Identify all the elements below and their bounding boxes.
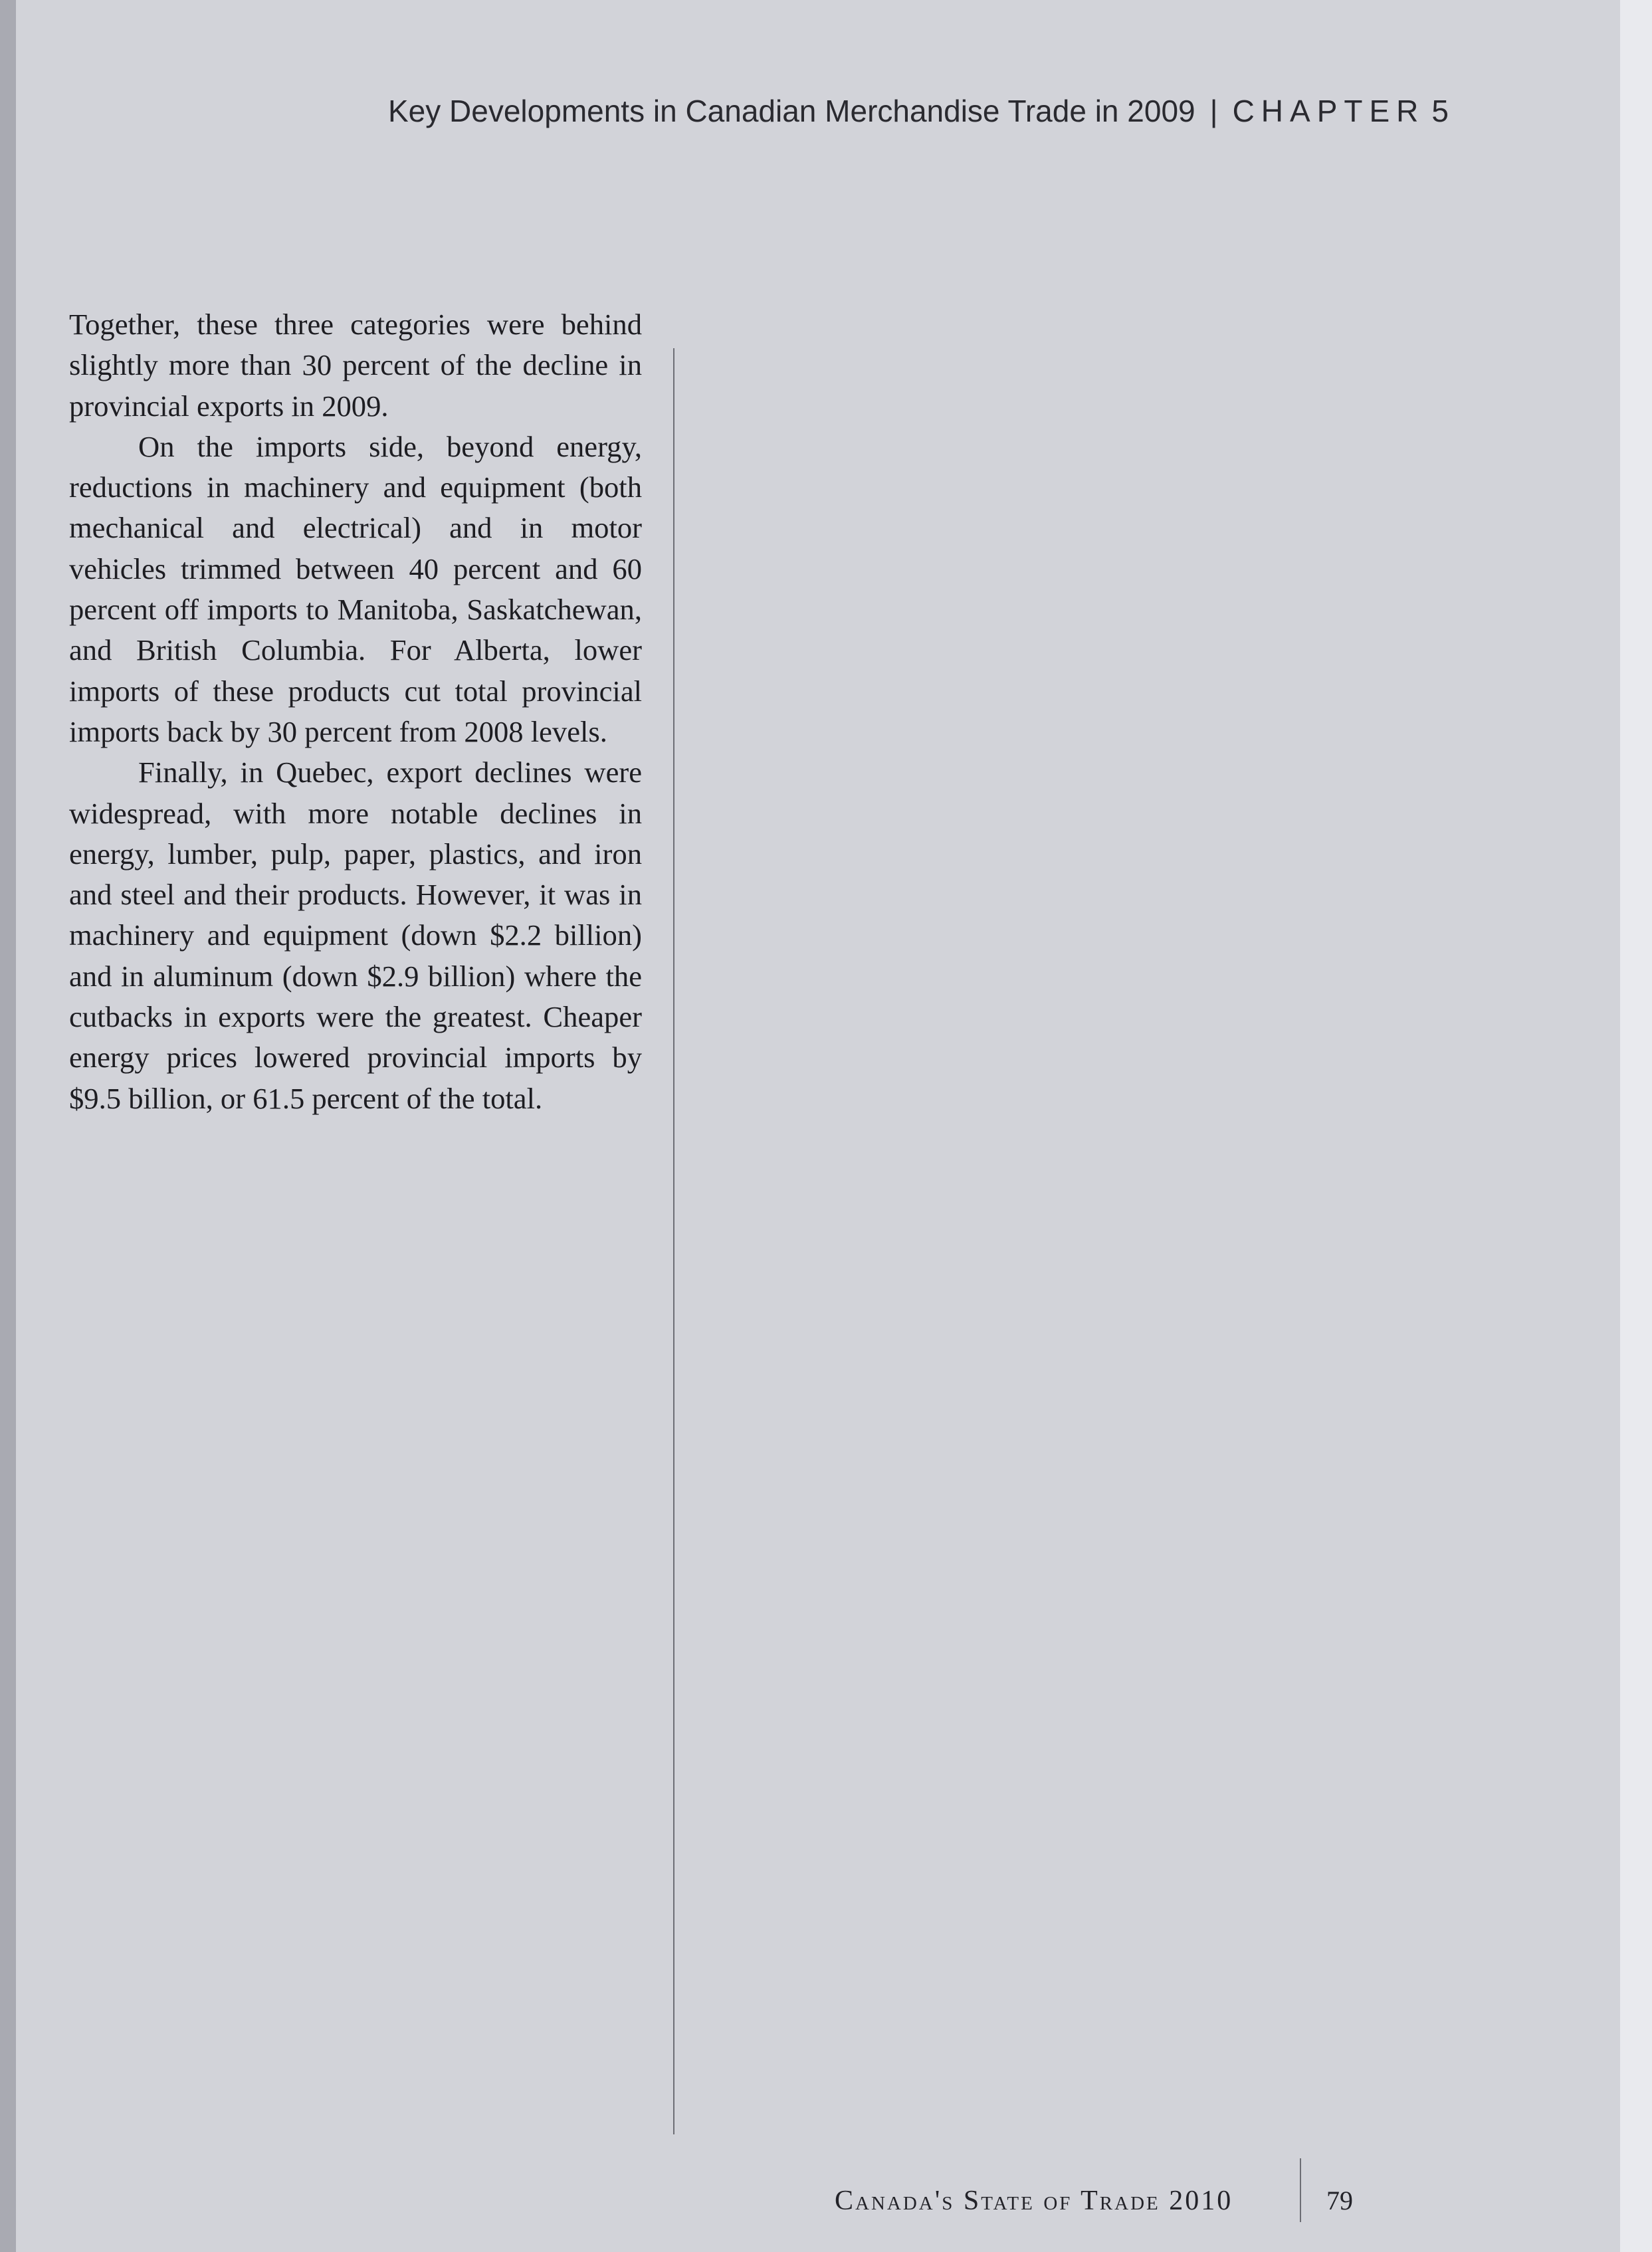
body-paragraph: On the imports side, beyond energy, reductions in machinery and equipment (both mechanical and electrical) and in motor vehicles trimmed between 40 percent and 60 percent off imports to Manitoba, Saskatchewan, and British Columbia. For Alberta, lower imports of these products cut total provincial imports back by 30 percent from 2008 levels. (69, 429, 642, 748)
column-divider (673, 348, 674, 2134)
page-number: 79 (1326, 2186, 1353, 2215)
page-gutter-shadow (0, 0, 16, 2252)
chapter-number: 5 (1431, 94, 1449, 128)
body-text-column (69, 304, 642, 1208)
footer-publication-title: Canada's State of Trade 2010 (835, 2186, 1233, 2216)
footer-divider (1300, 2158, 1301, 2222)
header-separator: | (1209, 94, 1218, 128)
page-edge (1620, 0, 1652, 2252)
running-header (388, 88, 1571, 134)
running-title: Key Developments in Canadian Merchandise Trade in 2009 (388, 94, 1195, 128)
body-paragraph: Finally, in Quebec, export declines were widespread, with more notable declines in energy, lumber, pulp, paper, plastics, and iron and steel and their products. However, it was in machinery and equipment (down $2.2 billion) and in aluminum (down $2.9 billion) where the cutbacks in exports were the greatest. Cheaper energy prices lowered provincial imports by $9.5 billion, or 61.5 percent of the total. (69, 756, 642, 1115)
body-paragraph: Together, these three categories were behind slightly more than 30 percent of the decline in provincial exports in 2009. (69, 308, 642, 423)
chapter-label: CHAPTER (1232, 94, 1425, 128)
